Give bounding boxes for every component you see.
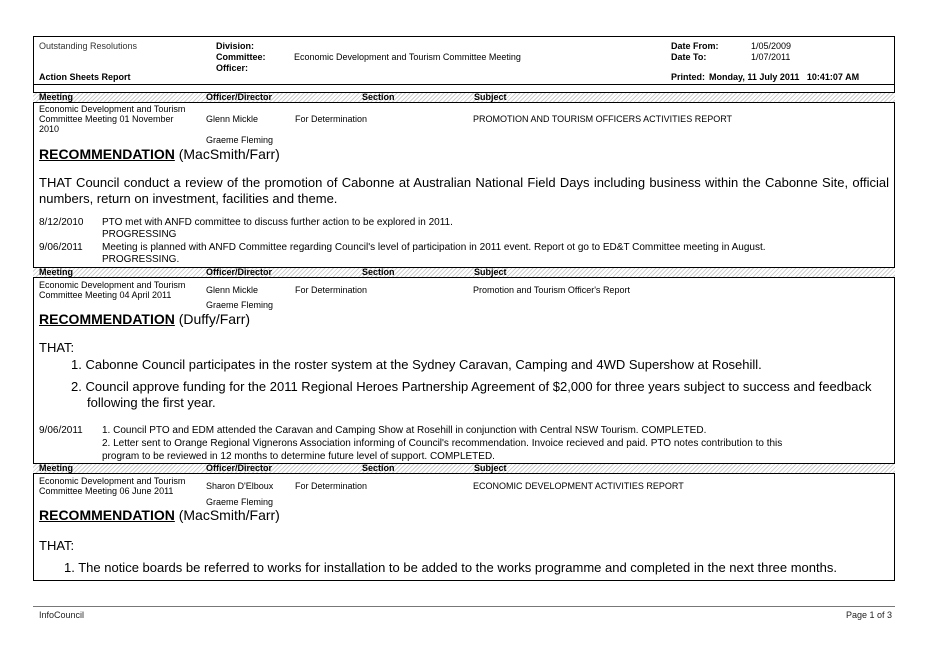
recommendation-heading: RECOMMENDATION (MacSmith/Farr) [39, 507, 280, 523]
meeting-name: Committee Meeting 04 April 2011 [39, 290, 172, 300]
subject-value: PROMOTION AND TOURISM OFFICERS ACTIVITIES REPORT [473, 114, 733, 124]
officer-label: Officer: [216, 63, 249, 73]
date-to-label: Date To: [671, 52, 707, 62]
column-header-row [33, 463, 895, 474]
committee-label: Committee: [216, 52, 266, 62]
note-text: Meeting is planned with ANFD Committee regarding Council's level of participation in 2011 event. Report ot go to ED&T Committee meeting in August. [102, 242, 766, 253]
column-header-row [33, 92, 895, 103]
col-meeting: Meeting [39, 267, 74, 277]
col-officer: Officer/Director [206, 267, 273, 277]
division-label: Division: [216, 41, 255, 51]
col-meeting: Meeting [39, 463, 74, 473]
list-item: 1. Cabonne Council participates in the roster system at the Sydney Caravan, Camping and 4WD Supershow at Rosehill. [71, 357, 762, 372]
note-text: 1. Council PTO and EDM attended the Caravan and Camping Show at Rosehill in conjunction with Central NSW Tourism. COMPLETED. [102, 425, 707, 436]
col-meeting: Meeting [39, 92, 74, 102]
list-item-continued: following the first year. [87, 395, 216, 410]
header-divider [33, 84, 895, 85]
meeting-name: Economic Development and Tourism [39, 280, 186, 290]
meeting-name: Economic Development and Tourism [39, 476, 186, 486]
recommendation-heading: RECOMMENDATION (MacSmith/Farr) [39, 146, 280, 162]
note-text: program to be reviewed in 12 months to determine future level of support. COMPLETED. [102, 451, 495, 462]
col-section: Section [362, 463, 395, 473]
officer-name: Sharon D'Elboux [206, 481, 274, 491]
section-value: For Determination [295, 285, 368, 295]
subject-value: ECONOMIC DEVELOPMENT ACTIVITIES REPORT [473, 481, 684, 491]
note-date: 9/06/2011 [39, 425, 83, 436]
report-type: Outstanding Resolutions [39, 41, 138, 51]
note-text: 2. Letter sent to Orange Regional Vignerons Association informing of Council's recommendation. Invoice recieved and paid. PTO notes contribution to this [102, 438, 783, 449]
director-name: Graeme Fleming [206, 497, 274, 507]
section-value: For Determination [295, 114, 368, 124]
meeting-name: Economic Development and Tourism [39, 104, 186, 114]
list-item: 2. Council approve funding for the 2011 Regional Heroes Partnership Agreement of $2,000 for three years subject to success and feedback [71, 379, 872, 394]
meeting-name: Committee Meeting 01 November [39, 114, 174, 124]
col-section: Section [362, 267, 395, 277]
footer-divider [33, 606, 895, 607]
that-label: THAT: [39, 538, 75, 553]
note-date: 9/06/2011 [39, 242, 83, 253]
printed-value: Monday, 11 July 2011 10:41:07 AM [709, 72, 860, 82]
footer-app-name: InfoCouncil [39, 610, 85, 620]
date-from-label: Date From: [671, 41, 719, 51]
note-status: PROGRESSING. [102, 254, 180, 265]
note-date: 8/12/2010 [39, 217, 84, 228]
list-item: 1. The notice boards be referred to works for installation to be added to the works programme and completed in the next three months. [64, 560, 837, 575]
col-officer: Officer/Director [206, 92, 273, 102]
meeting-name: Committee Meeting 06 June 2011 [39, 486, 174, 496]
subject-value: Promotion and Tourism Officer's Report [473, 285, 630, 295]
meeting-name: 2010 [39, 124, 60, 134]
note-status: PROGRESSING [102, 229, 177, 240]
officer-name: Glenn Mickle [206, 114, 259, 124]
col-subject: Subject [474, 267, 507, 277]
director-name: Graeme Fleming [206, 300, 274, 310]
director-name: Graeme Fleming [206, 135, 274, 145]
page-number: Page 1 of 3 [845, 610, 892, 620]
recommendation-text: THAT Council conduct a review of the promotion of Cabonne at Australian National Field Days including business within the Cabonne Site, official numbers, return on investment, facilities and theme. [39, 175, 889, 206]
col-section: Section [362, 92, 395, 102]
col-officer: Officer/Director [206, 463, 273, 473]
col-subject: Subject [474, 463, 507, 473]
col-subject: Subject [474, 92, 507, 102]
column-header-row [33, 267, 895, 278]
printed-label: Printed: [671, 72, 706, 82]
recommendation-heading: RECOMMENDATION (Duffy/Farr) [39, 311, 251, 327]
officer-name: Glenn Mickle [206, 285, 259, 295]
date-from-value: 1/05/2009 [751, 41, 792, 51]
note-text: PTO met with ANFD committee to discuss further action to be explored in 2011. [102, 217, 453, 228]
that-label: THAT: [39, 340, 75, 355]
committee-value: Economic Development and Tourism Committee Meeting [294, 52, 521, 62]
report-name: Action Sheets Report [39, 72, 131, 82]
date-to-value: 1/07/2011 [751, 52, 791, 62]
section-value: For Determination [295, 481, 368, 491]
